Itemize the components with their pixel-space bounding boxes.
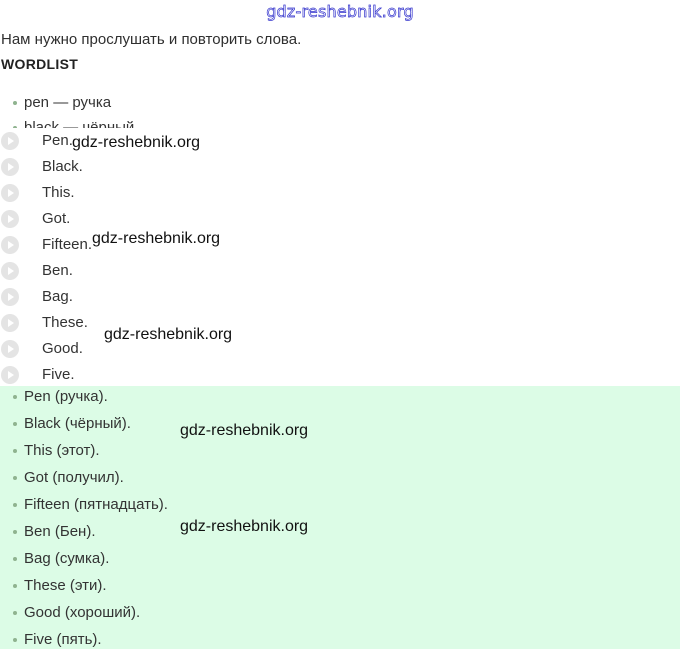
site-watermark: gdz-reshebnik.org	[266, 2, 414, 21]
bullet-icon	[13, 557, 17, 561]
answer-item	[0, 602, 680, 629]
answer-text: Five (пять).	[24, 631, 102, 648]
bullet-icon	[13, 422, 17, 426]
audio-item	[0, 362, 680, 388]
answer-item	[0, 629, 680, 656]
watermark: gdz-reshebnik.org	[104, 326, 233, 343]
bullet-icon	[13, 476, 17, 480]
answer-item	[0, 575, 680, 602]
audio-item	[0, 154, 680, 180]
bullet-icon	[13, 449, 17, 453]
watermark: gdz-reshebnik.org	[72, 134, 201, 151]
bullet-icon	[13, 101, 17, 105]
bullet-icon	[13, 530, 17, 534]
wordlist-item	[0, 90, 680, 115]
answer-list	[0, 386, 680, 656]
watermark: gdz-reshebnik.org	[92, 230, 221, 247]
answer-text: Bag (сумка).	[24, 550, 110, 567]
audio-item	[0, 284, 680, 310]
audio-word: Pen.	[42, 132, 73, 149]
audio-item	[0, 336, 680, 362]
play-icon[interactable]	[1, 340, 19, 358]
watermark: gdz-reshebnik.org	[180, 518, 309, 535]
audio-word: Good.	[42, 340, 83, 357]
audio-word: Fifteen.	[42, 236, 93, 253]
audio-item	[0, 310, 680, 336]
audio-item	[0, 258, 680, 284]
audio-item	[0, 180, 680, 206]
watermark: gdz-reshebnik.org	[180, 422, 309, 439]
play-icon[interactable]	[1, 366, 19, 384]
bullet-icon	[13, 638, 17, 642]
answer-item	[0, 494, 680, 521]
answer-text: Black (чёрный).	[24, 415, 131, 432]
answer-text: Pen (ручка).	[24, 388, 108, 405]
answer-item	[0, 413, 680, 440]
answer-text: These (эти).	[24, 577, 107, 594]
answer-text: Good (хороший).	[24, 604, 141, 621]
answer-text: Fifteen (пятнадцать).	[24, 496, 168, 513]
answer-text: Got (получил).	[24, 469, 124, 486]
play-icon[interactable]	[1, 158, 19, 176]
play-icon[interactable]	[1, 288, 19, 306]
bullet-icon	[13, 395, 17, 399]
play-icon[interactable]	[1, 184, 19, 202]
audio-word: Ben.	[42, 262, 73, 279]
wordlist-item-text: pen — ручка	[24, 94, 112, 111]
wordlist	[0, 90, 680, 124]
audio-list	[0, 128, 680, 388]
answer-item	[0, 548, 680, 575]
answer-text: This (этот).	[24, 442, 100, 459]
answer-item	[0, 440, 680, 467]
answer-item	[0, 386, 680, 413]
audio-word: This.	[42, 184, 75, 201]
play-icon[interactable]	[1, 210, 19, 228]
audio-word: Five.	[42, 366, 75, 383]
bullet-icon	[13, 503, 17, 507]
bullet-icon	[13, 584, 17, 588]
bullet-icon	[13, 611, 17, 615]
answer-item	[0, 467, 680, 494]
audio-word: These.	[42, 314, 88, 331]
play-icon[interactable]	[1, 262, 19, 280]
audio-word: Black.	[42, 158, 83, 175]
intro-text: Нам нужно прослушать и повторить слова.	[1, 31, 302, 48]
audio-word: Got.	[42, 210, 71, 227]
answer-item	[0, 521, 680, 548]
play-icon[interactable]	[1, 236, 19, 254]
audio-item	[0, 206, 680, 232]
audio-word: Bag.	[42, 288, 73, 305]
answer-text: Ben (Бен).	[24, 523, 96, 540]
play-icon[interactable]	[1, 132, 19, 150]
play-icon[interactable]	[1, 314, 19, 332]
wordlist-heading: WORDLIST	[1, 56, 79, 72]
answer-box	[0, 386, 680, 649]
